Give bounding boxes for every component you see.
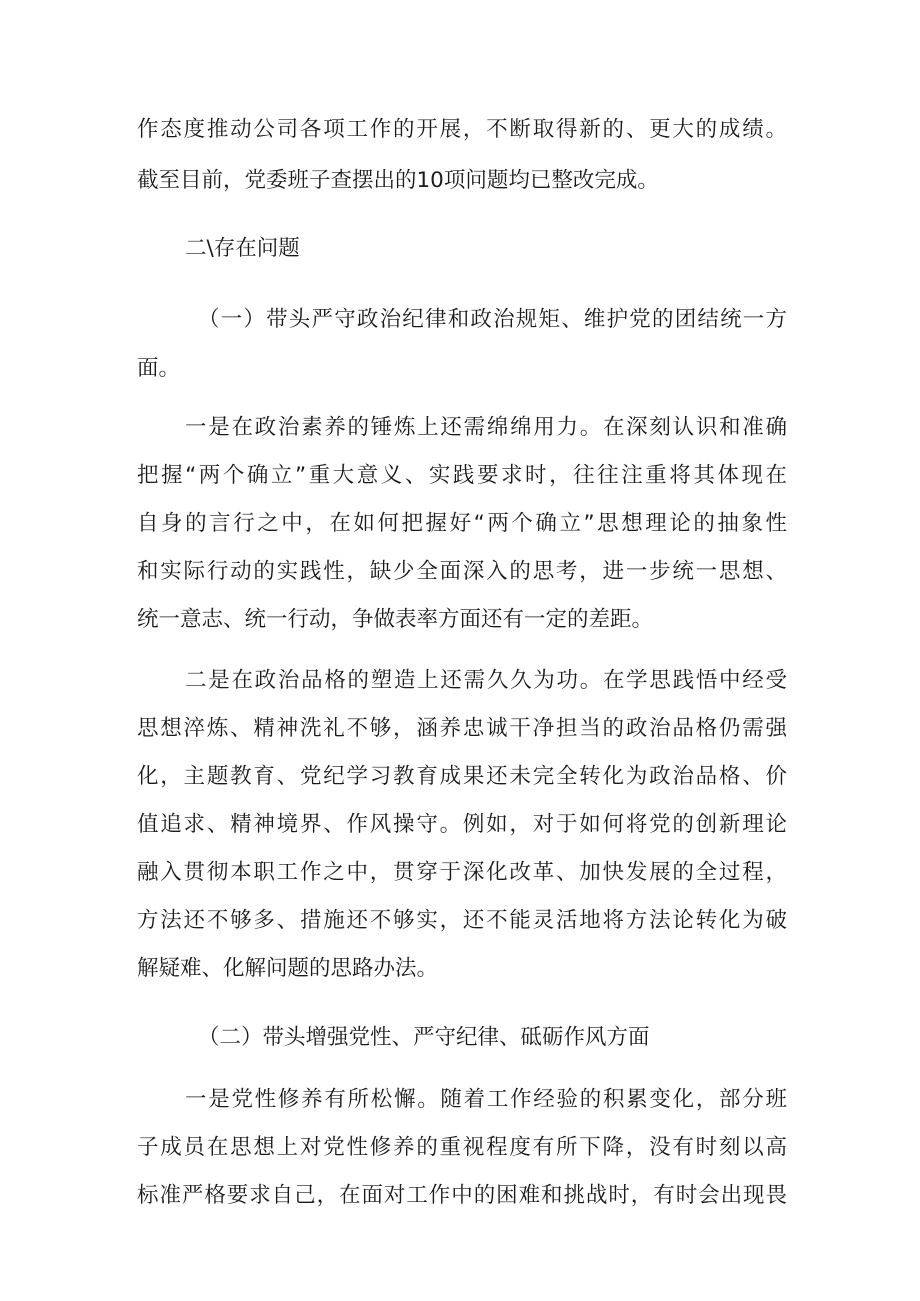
paragraph-line: 作态度推动公司各项工作的开展，不断取得新的、更大的成绩。 — [137, 117, 787, 142]
paragraph-line: 把握“两个确立”重大意义、实践要求时，往往注重将其体现在 — [137, 463, 787, 488]
subsection-heading: （二）带头增强党性、严守纪律、砥砺作风方面 — [198, 1025, 650, 1050]
paragraph-line: 标准严格要求自己，在面对工作中的困难和挑战时，有时会出现畏 — [137, 1183, 787, 1208]
paragraph-line: 化，主题教育、党纪学习教育成果还未完全转化为政治品格、价 — [137, 764, 787, 789]
subsection-heading: 面。 — [137, 356, 181, 381]
paragraph-line: 统一意志、统一行动，争做表率方面还有一定的差距。 — [137, 607, 654, 632]
paragraph-line: 和实际行动的实践性，缺少全面深入的思考，进一步统一思想、 — [137, 559, 787, 584]
paragraph-line: 子成员在思想上对党性修养的重视程度有所下降，没有时刻以高 — [137, 1135, 787, 1160]
paragraph-line: 融入贯彻本职工作之中，贯穿于深化改革、加快发展的全过程， — [137, 860, 787, 885]
section-title: 二\存在问题 — [185, 236, 300, 261]
paragraph-line: 截至目前，党委班子查摆出的10项问题均已整改完成。 — [137, 168, 659, 193]
paragraph-line: 一是党性修养有所松懈。随着工作经验的积累变化，部分班 — [185, 1087, 787, 1112]
paragraph-line: 一是在政治素养的锤炼上还需绵绵用力。在深刻认识和准确 — [185, 415, 787, 440]
paragraph-line: 解疑难、化解问题的思路办法。 — [137, 956, 439, 981]
paragraph-line: 思想淬炼、精神洗礼不够，涵养忠诚干净担当的政治品格仍需强 — [137, 716, 787, 741]
paragraph-line: 方法还不够多、措施还不够实，还不能灵活地将方法论转化为破 — [137, 908, 787, 933]
paragraph-line: 值追求、精神境界、作风操守。例如，对于如何将党的创新理论 — [137, 812, 787, 837]
paragraph-line: 自身的言行之中，在如何把握好“两个确立”思想理论的抽象性 — [137, 511, 787, 536]
subsection-heading: （一）带头严守政治纪律和政治规矩、维护党的团结统一方 — [198, 307, 787, 332]
paragraph-line: 二是在政治品格的塑造上还需久久为功。在学思践悟中经受 — [185, 668, 787, 693]
